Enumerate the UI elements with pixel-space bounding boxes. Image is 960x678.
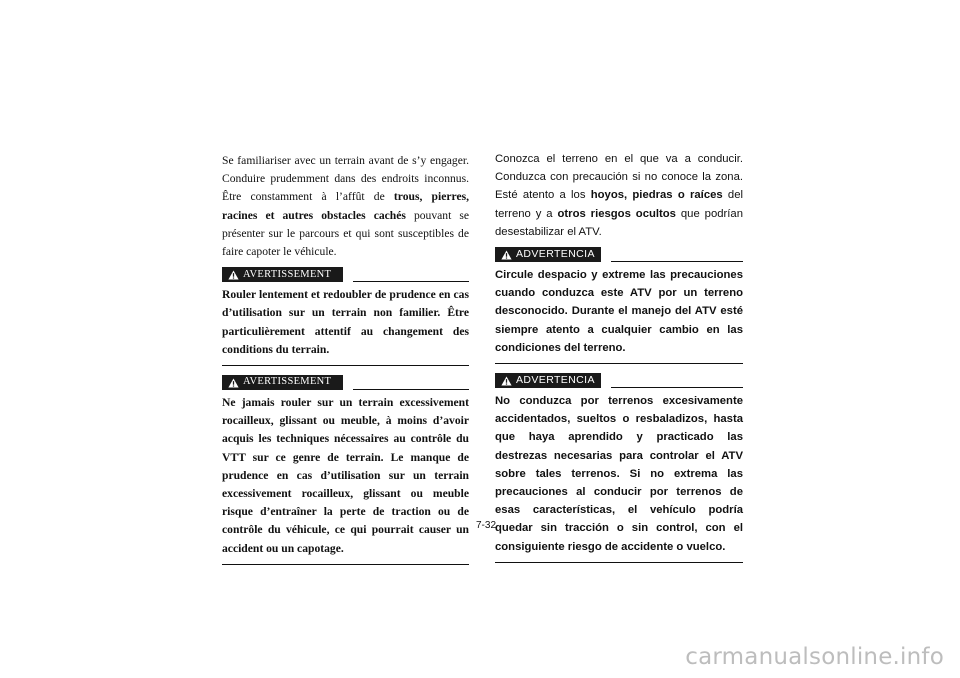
warning-header-rule [353,389,469,390]
warning-header-rule [611,387,743,388]
french-warning-text-2: Ne jamais rouler sur un terrain excessivement rocailleux, glissant ou meuble, à moins d’avoir acquis les techniques nécessaires au contrôle du VTT sur ce genre de terrain. Le manque de prudence en cas d’utilisation sur un terrain excessivement rocailleux, glissant ou meuble risque d’entraîner la perte de traction ou de contrôle du véhicule, ce qui pourrait causer un accident ou un capotage. [222,396,469,555]
spanish-intro: Conozca el terreno en el que va a conducir. Conduzca con precaución si no conoce la zona. Esté atento a los hoyos, piedras o raíces del terreno y a otros riesgos ocultos que podrían desestabilizar el ATV. [495,153,743,238]
warning-triangle-icon [228,270,239,280]
spanish-warning-text-2: No conduzca por terrenos excesivamente accidentados, sueltos o resbaladizos, hasta que haya aprendido y practicado las destrezas necesarias para controlar el ATV sobre tales terrenos. Si no extrema las precauciones al conducir por terrenos de esas características, el vehículo podría quedar sin tracción o sin control, con el consiguiente riesgo de accidente o vuelco. [495,395,743,553]
warning-label: ADVERTENCIA [516,374,595,387]
warning-end-rule [222,564,469,565]
watermark: carmanualsonline.info [685,644,944,670]
warning-triangle-icon [501,376,512,386]
warning-triangle-icon [501,250,512,260]
page-number: 7-32 [475,520,496,531]
spanish-column [495,150,743,569]
warning-header-rule [353,281,469,282]
spanish-warning-text-1: Circule despacio y extreme las precauciones cuando conduzca este ATV por un terreno desconocido. Durante el manejo del ATV esté siempre atento a cualquier cambio en las condiciones del terreno. [495,269,743,354]
french-column [222,152,469,571]
warning-label-box [495,247,601,262]
warning-label-box [495,373,601,388]
warning-end-rule [222,365,469,366]
warning-end-rule [495,562,743,563]
warning-end-rule [495,363,743,364]
warning-label: AVERTISSEMENT [243,268,332,280]
warning-triangle-icon [228,378,239,388]
french-warning-header-1 [222,264,469,282]
warning-label: ADVERTENCIA [516,248,595,261]
warning-label-box [222,267,343,282]
warning-header-rule [611,261,743,262]
french-intro: Se familiariser avec un terrain avant de s’y engager. Conduire prudemment dans des endroits inconnus. Être constamment à l’affût de trous, pierres, racines et autres obstacles cachés pouvant se présenter sur le parcours et qui sont susceptibles de faire capoter le véhicule. [222,154,469,259]
french-warning-text-1: Rouler lentement et redoubler de prudence en cas d’utilisation sur un terrain non familier. Être particulièrement attentif au changement des conditions du terrain. [222,288,469,356]
french-warning-header-2 [222,372,469,390]
warning-label-box [222,375,343,390]
spanish-warning-header-2 [495,370,743,388]
warning-label: AVERTISSEMENT [243,376,332,388]
spanish-warning-header-1 [495,244,743,262]
